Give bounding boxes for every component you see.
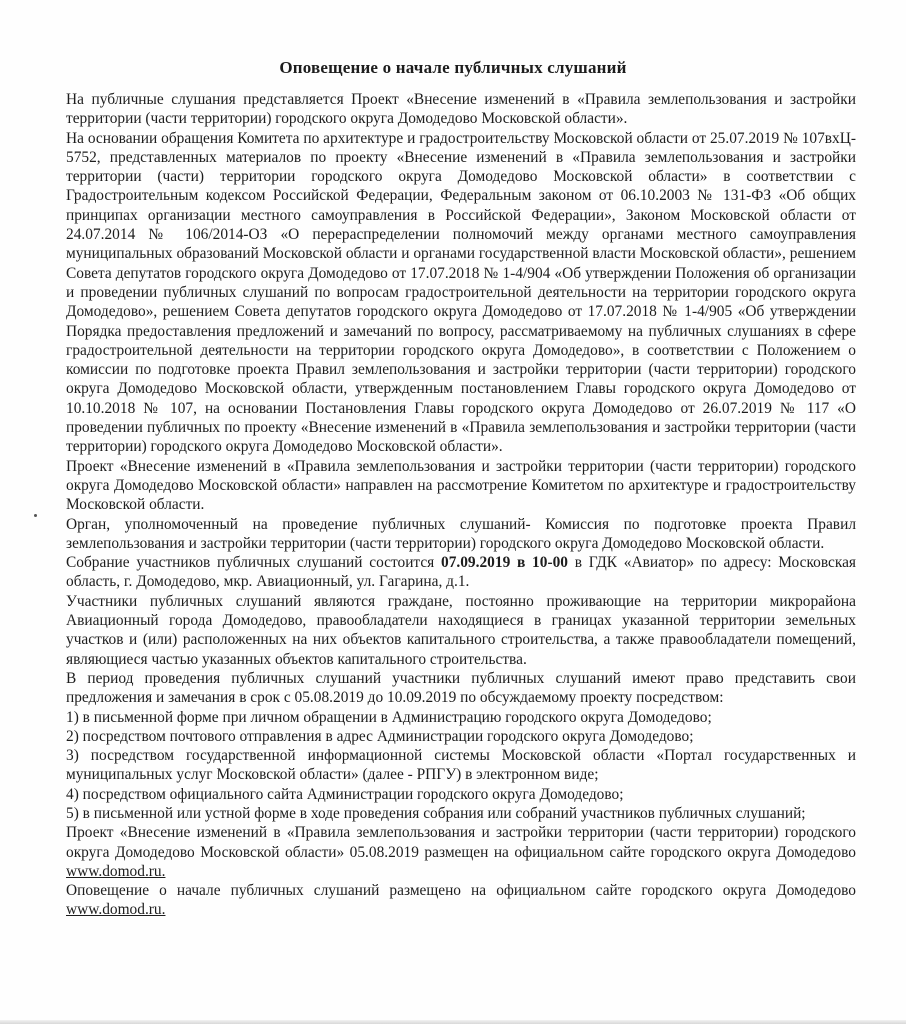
paragraph-project-published [66, 823, 856, 881]
scan-speck [34, 514, 37, 517]
list-item-method-2: 2) посредством почтового отправления в адрес Администрации городского округа Домодедово; [66, 727, 694, 745]
meeting-datetime: 07.09.2019 в 10-00 [441, 554, 568, 572]
paragraph-project-referral: Проект «Внесение изменений в «Правила землепользования и застройки территории (части территории) городского округа Домодедово Московской области» направлен на рассмотрение Комитетом по архитектуре и градостроительству Московской области. [66, 457, 856, 514]
notice-published-text: Оповещение о начале публичных слушаний размещено на официальном сайте городского округа Домодедово [66, 882, 856, 900]
website-link[interactable]: www.domod.ru. [66, 901, 166, 919]
paragraph-authorized-body: Орган, уполномоченный на проведение публичных слушаний- Комиссия по подготовке проекта Правил землепользования и застройки территории (части территории) городского округа Домодедово Московской области. [66, 515, 856, 552]
list-item-method-4: 4) посредством официального сайта Администрации городского округа Домодедово; [66, 785, 624, 803]
paragraph-notice-published [66, 881, 856, 920]
paragraph-participants: Участники публичных слушаний являются граждане, постоянно проживающие на территории микрорайона Авиационный города Домодедово, правообладатели находящиеся в границах указанной территории земельных участков и (или) расположенных на них объектов капитального строительства, а также правообладатели помещений, являющиеся частью указанных объектов капитального строительства. [66, 592, 856, 668]
list-item-method-5: 5) в письменной или устной форме в ходе проведения собрания или собраний участников публичных слушаний; [66, 804, 806, 822]
document-title: Оповещение о начале публичных слушаний [279, 58, 627, 77]
scan-bottom-edge [0, 1020, 906, 1024]
project-published-text: Проект «Внесение изменений в «Правила землепользования и застройки территории (части территории) городского округа Домодедово Московской области» 05.08.2019 размещен на официальном сайте городского округа Домодедово [66, 824, 856, 861]
list-item-method-3: 3) посредством государственной информационной системы Московской области «Портал государственных и муниципальных услуг Московской области» (далее - РПГУ) в электронном виде; [66, 747, 856, 784]
paragraph-proposals-period: В период проведения публичных слушаний участники публичных слушаний имеют право представить свои предложения и замечания в срок с 05.08.2019 до 10.09.2019 по обсуждаемому проекту посредством: [66, 669, 856, 707]
meeting-text-start: Собрание участников публичных слушаний состоится [66, 554, 441, 572]
document-body [66, 90, 856, 920]
paragraph-legal-basis: На основании обращения Комитета по архитектуре и градостроительству Московской области от 25.07.2019 № 107вхЦ- 5752, представленных материалов по проекту «Внесение изменений в «Правила землепользования и застройки территории (части) территории городского округа Домодедово Московской области» в соответствии с Градостроительным кодексом Российской Федерации, Федеральным законом от 06.10.2003 № 131-ФЗ «Об общих принципах организации местного самоуправления в Российской Федерации», Законом Московской области от 24.07.2014 № 106/2014-ОЗ «О перераспределении полномочий между органами местного самоуправления муниципальных образований Московской области и органами государственной власти Московской области», решением Совета депутатов городского округа Домодедово от 17.07.2018 № 1-4/904 «Об утверждении Положения об организации и проведении публичных слушаний по вопросам градостроительной деятельности на территории городского округа Домодедово», решением Совета депутатов городского округа Домодедово от 17.07.2018 № 1-4/905 «Об утверждении Порядка предоставления предложений и замечаний по вопросу, рассматриваемому на публичных слушаниях в сфере градостроительной деятельности на территории городского округа Домодедово», в соответствии с Положением о комиссии по подготовке проекта Правил землепользования и застройки территории (части территории) городского округа Домодедово Московской области, утвержденным постановлением Главы городского округа Домодедово от 10.10.2018 № 107, на основании Постановления Главы городского округа Домодедово от 26.07.2019 № 117 «О проведении публичных по проекту «Внесение изменений в «Правила землепользования и застройки территории (части территории) городского округа Домодедово Московской области». [66, 129, 856, 456]
list-item-method-1: 1) в письменной форме при личном обращении в Администрацию городского округа Домодедово; [66, 708, 712, 726]
paragraph-meeting [66, 553, 856, 592]
website-link[interactable]: www.domod.ru. [66, 862, 166, 880]
paragraph-intro: На публичные слушания представляется Проект «Внесение изменений в «Правила землепользования и застройки территории (части территории) городского округа Домодедово Московской области». [66, 91, 856, 128]
meeting-text-end: в ГДК «Авиатор» по адресу: Московская область, г. Домодедово, мкр. Авиационный, ул. Гагарина, д.1. [66, 554, 856, 591]
